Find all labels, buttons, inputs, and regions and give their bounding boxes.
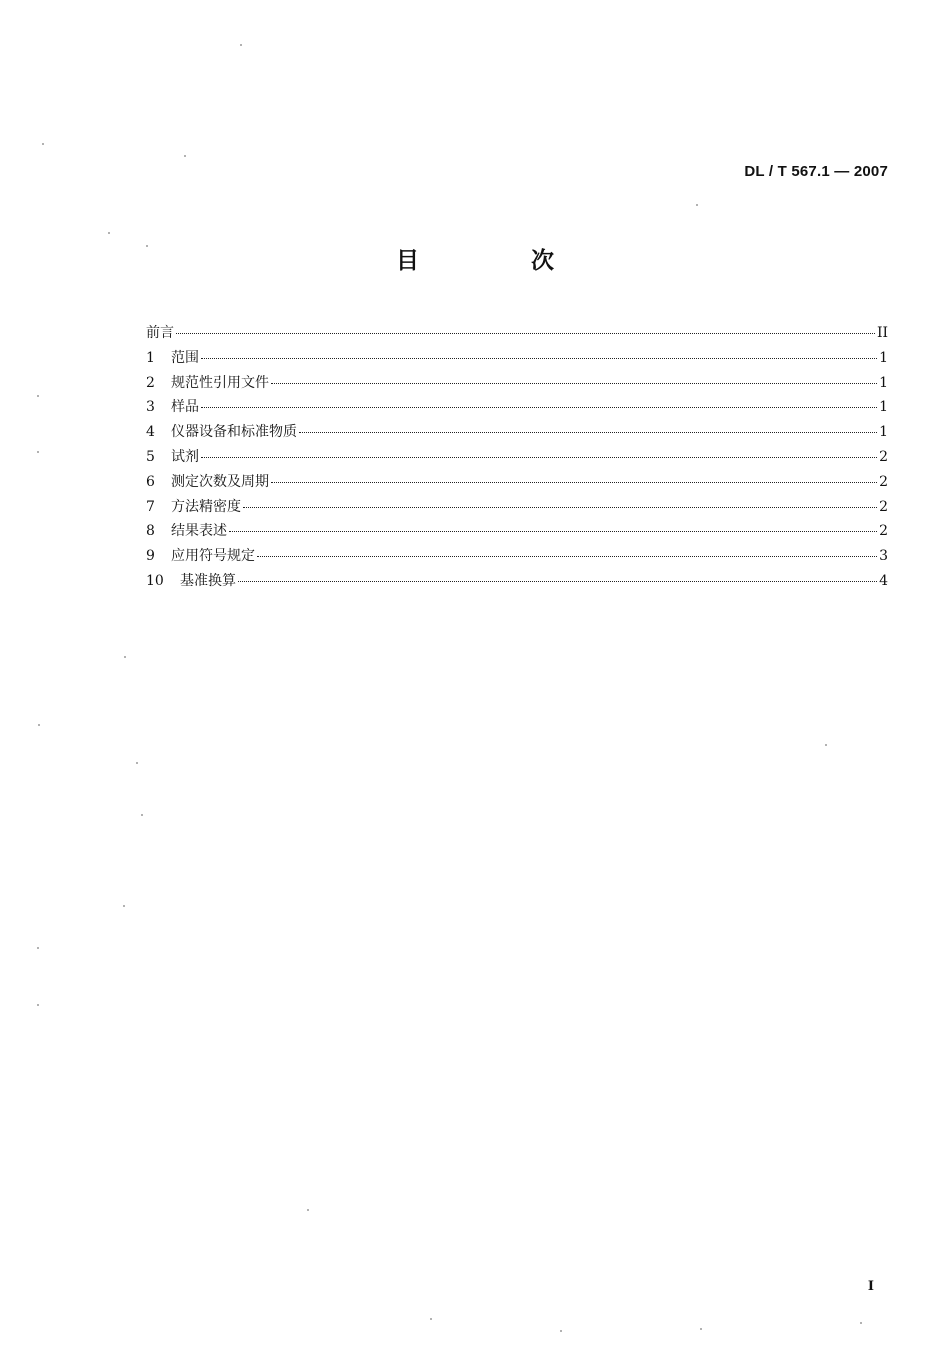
scan-speck <box>307 1209 309 1211</box>
scan-speck <box>37 395 39 397</box>
toc-entry-label: 仪器设备和标准物质 <box>171 424 297 441</box>
toc-leader-dots <box>229 531 877 532</box>
scan-speck <box>123 905 125 907</box>
toc-entry-label: 测定次数及周期 <box>171 473 269 490</box>
toc-entry-label: 基准换算 <box>180 572 236 589</box>
scan-speck <box>240 44 242 46</box>
scan-speck <box>696 204 698 206</box>
scan-speck <box>37 451 39 453</box>
table-of-contents <box>146 322 888 595</box>
toc-entry-number: 8 <box>146 523 155 540</box>
toc-leader-dots <box>201 407 877 408</box>
toc-leader-dots <box>238 581 877 582</box>
toc-leader-dots <box>271 482 877 483</box>
toc-leader-dots <box>257 556 877 557</box>
scan-speck <box>430 1318 432 1320</box>
toc-entry-9[interactable] <box>146 545 888 570</box>
scan-speck <box>141 814 143 816</box>
toc-entry-page: 2 <box>879 523 888 540</box>
scan-speck <box>136 762 138 764</box>
toc-entry-number: 2 <box>146 374 155 391</box>
toc-entry-preface[interactable] <box>146 322 888 347</box>
toc-entry-8[interactable] <box>146 520 888 545</box>
toc-entry-number: 10 <box>146 572 164 589</box>
toc-entry-page: 2 <box>879 498 888 515</box>
toc-leader-dots <box>176 333 875 334</box>
toc-entry-label: 范围 <box>171 349 199 366</box>
toc-entry-label: 方法精密度 <box>171 498 241 515</box>
toc-entry-2[interactable] <box>146 372 888 397</box>
toc-entry-7[interactable] <box>146 496 888 521</box>
page-number: I <box>867 1279 874 1294</box>
scan-speck <box>146 245 148 247</box>
toc-entry-10[interactable] <box>146 570 888 595</box>
scan-speck <box>860 1322 862 1324</box>
toc-entry-3[interactable] <box>146 396 888 421</box>
scan-speck <box>124 656 126 658</box>
toc-entry-page: 4 <box>879 572 888 589</box>
scan-speck <box>108 232 110 234</box>
toc-entry-number: 4 <box>146 424 155 441</box>
toc-entry-6[interactable] <box>146 471 888 496</box>
toc-entry-number: 1 <box>146 349 155 366</box>
scan-speck <box>184 155 186 157</box>
toc-entry-label: 试剂 <box>171 448 199 465</box>
toc-leader-dots <box>243 507 877 508</box>
scan-speck <box>38 724 40 726</box>
toc-entry-page: 1 <box>879 374 888 391</box>
toc-entry-label: 结果表述 <box>171 523 227 540</box>
toc-entry-label: 前言 <box>146 325 174 341</box>
scan-speck <box>37 1004 39 1006</box>
document-code: DL / T 567.1 — 2007 <box>744 163 888 180</box>
toc-entry-number: 5 <box>146 448 155 465</box>
scan-speck <box>700 1328 702 1330</box>
toc-entry-page: 1 <box>879 349 888 366</box>
toc-entry-label: 样品 <box>171 399 199 416</box>
toc-entry-page: II <box>876 325 888 341</box>
toc-leader-dots <box>271 383 877 384</box>
scan-speck <box>560 1330 562 1332</box>
toc-entry-page: 2 <box>879 448 888 465</box>
toc-entry-page: 2 <box>879 473 888 490</box>
toc-entry-number: 7 <box>146 498 155 515</box>
toc-entry-number: 6 <box>146 473 155 490</box>
toc-entry-page: 3 <box>879 548 888 565</box>
toc-entry-4[interactable] <box>146 421 888 446</box>
toc-leader-dots <box>201 358 877 359</box>
toc-entry-number: 3 <box>146 399 155 416</box>
toc-leader-dots <box>201 457 877 458</box>
toc-entry-label: 应用符号规定 <box>171 548 255 565</box>
toc-entry-number: 9 <box>146 548 155 565</box>
toc-entry-5[interactable] <box>146 446 888 471</box>
scan-speck <box>825 744 827 746</box>
toc-entry-1[interactable] <box>146 347 888 372</box>
toc-leader-dots <box>299 432 877 433</box>
toc-entry-label: 规范性引用文件 <box>171 374 269 391</box>
scan-speck <box>42 143 44 145</box>
page-title: 目 次 <box>395 248 606 274</box>
toc-entry-page: 1 <box>879 399 888 416</box>
toc-entry-page: 1 <box>879 424 888 441</box>
scan-speck <box>37 947 39 949</box>
